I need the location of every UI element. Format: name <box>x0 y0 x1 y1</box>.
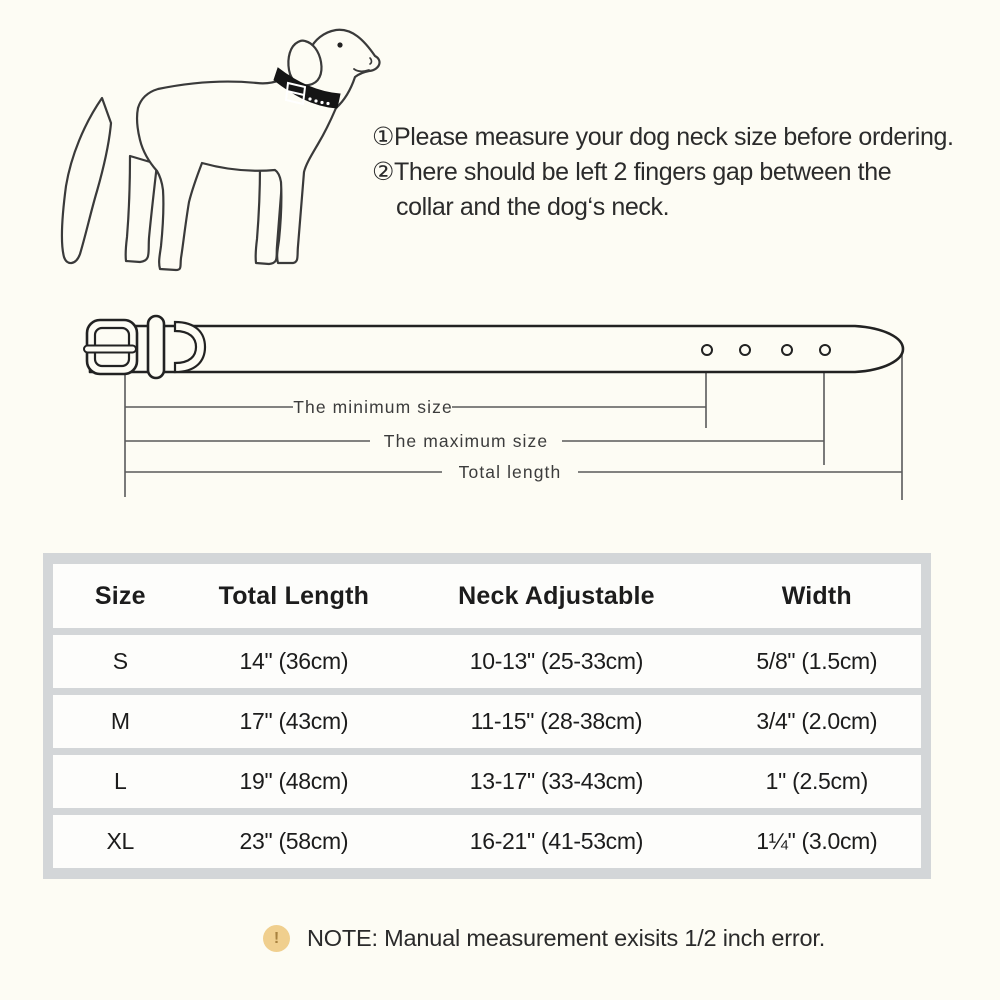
cell-size: S <box>112 648 128 674</box>
cell-neck-adjustable: 16-21" (41-53cm) <box>469 828 644 854</box>
cell-total-length: 14" (36cm) <box>239 648 349 674</box>
size-chart-table <box>43 553 931 879</box>
table-row <box>53 755 921 808</box>
cell-total-length: 17" (43cm) <box>239 708 349 734</box>
dog-eye <box>337 42 342 47</box>
cell-neck-adjustable: 13-17" (33-43cm) <box>469 768 644 794</box>
cell-width: 1" (2.5cm) <box>765 768 868 794</box>
measuring-instructions <box>372 120 954 225</box>
note-text: NOTE: Manual measurement exisits 1/2 inch error. <box>307 925 826 951</box>
header-size: Size <box>94 581 146 610</box>
collar-buckle-prong <box>84 346 136 353</box>
table-header-row <box>53 564 921 628</box>
dog-with-collar-illustration <box>52 6 398 298</box>
collar-keeper-loop <box>148 316 164 378</box>
collar-measurement-diagram <box>40 300 960 510</box>
collar-strap <box>90 326 903 372</box>
cell-size: L <box>114 768 127 794</box>
cell-size: XL <box>106 828 135 854</box>
table-row <box>53 635 921 688</box>
table-row <box>53 815 921 868</box>
label-maximum-size: The maximum size <box>383 431 549 451</box>
cell-width: 5/8" (1.5cm) <box>756 648 878 674</box>
instruction-1: ①Please measure your dog neck size before ordering. <box>372 123 954 151</box>
table-row <box>53 695 921 748</box>
header-width: Width <box>781 581 852 610</box>
label-minimum-size: The minimum size <box>293 397 453 417</box>
cell-neck-adjustable: 11-15" (28-38cm) <box>470 708 643 734</box>
cell-width: 3/4" (2.0cm) <box>756 708 878 734</box>
dog-far-hind-leg <box>126 156 157 262</box>
header-neck-adjustable: Neck Adjustable <box>458 581 655 610</box>
cell-size: M <box>110 708 130 734</box>
cell-total-length: 19" (48cm) <box>239 768 349 794</box>
measurement-note <box>263 925 825 952</box>
label-total-length: Total length <box>458 462 562 482</box>
instruction-2-line1: ②There should be left 2 fingers gap between the <box>372 158 892 186</box>
cell-total-length: 23" (58cm) <box>239 828 349 854</box>
cell-neck-adjustable: 10-13" (25-33cm) <box>469 648 644 674</box>
header-total-length: Total Length <box>218 581 370 610</box>
cell-width: 1¼" (3.0cm) <box>756 828 878 854</box>
exclamation-icon: ! <box>263 925 290 952</box>
dog-tail <box>62 98 111 263</box>
instruction-2-line2: collar and the dog‘s neck. <box>396 193 670 221</box>
